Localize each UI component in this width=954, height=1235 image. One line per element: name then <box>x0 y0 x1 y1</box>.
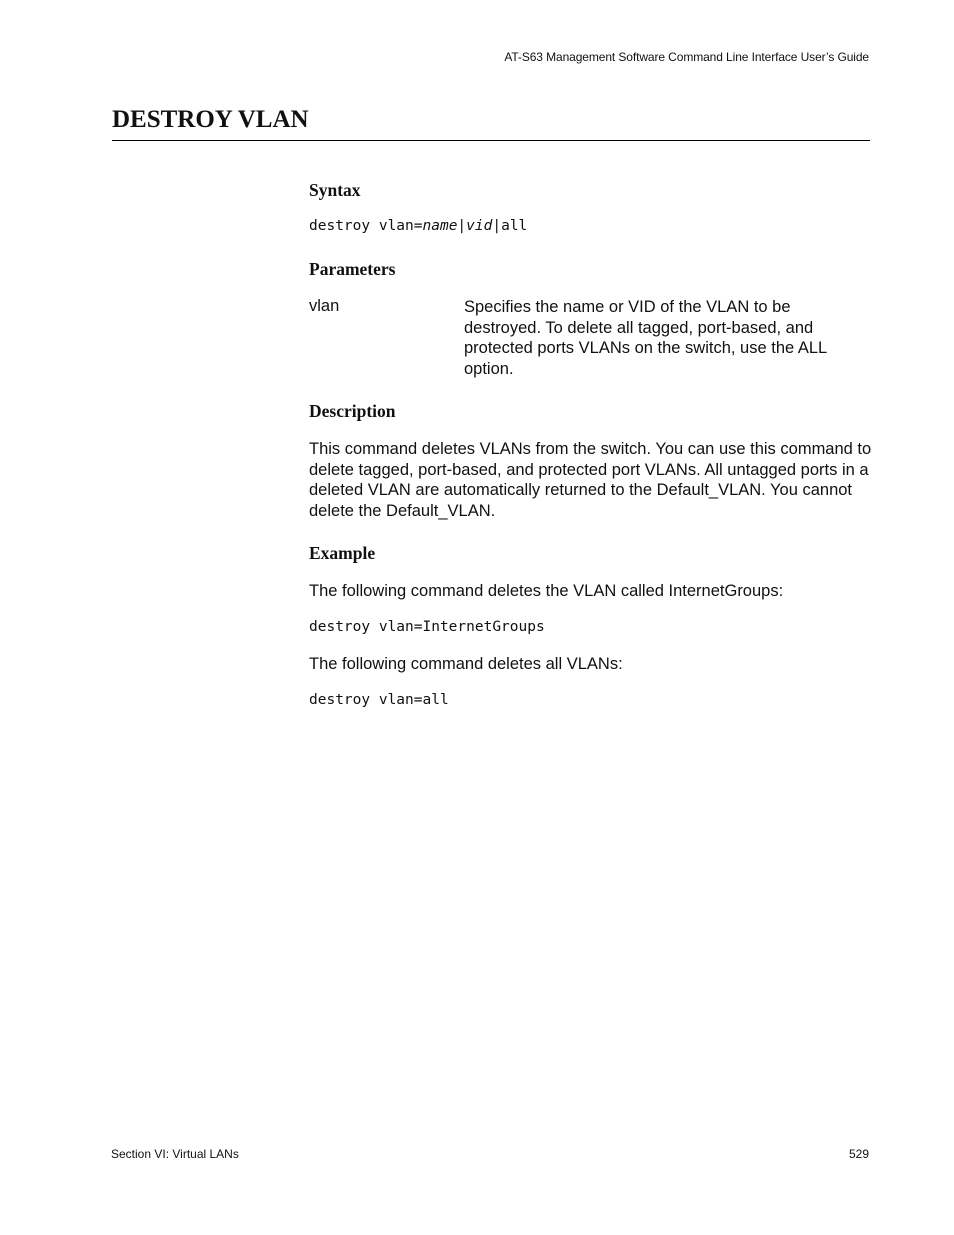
parameter-description: Specifies the name or VID of the VLAN to be destroyed. To delete all tagged, port-based, and protected ports VLANs on the switch, use the ALL option. <box>464 298 827 378</box>
running-header: AT-S63 Management Software Command Line Interface User’s Guide <box>504 50 869 64</box>
example-intro-2: The following command deletes all VLANs: <box>309 655 623 673</box>
description-text: This command deletes VLANs from the switch. You can use this command to delete tagged, port-based, and protected port VLANs. All untagged ports in a deleted VLAN are automatically returned to the Default_VLAN. You cannot delete the Default_VLAN. <box>309 440 872 520</box>
syntax-arg-name: name <box>422 218 458 234</box>
footer-page-number: 529 <box>848 1147 869 1161</box>
example-code-1: destroy vlan=InternetGroups <box>309 619 545 635</box>
footer-section: Section VI: Virtual LANs <box>111 1147 239 1161</box>
page-title: DESTROY VLAN <box>112 106 309 133</box>
parameter-name: vlan <box>309 297 340 315</box>
syntax-code <box>309 218 874 234</box>
title-rule <box>112 140 870 141</box>
parameters-heading: Parameters <box>309 259 396 279</box>
example-code-2: destroy vlan=all <box>309 692 449 708</box>
description-heading: Description <box>309 401 396 421</box>
syntax-separator: | <box>492 218 502 234</box>
example-heading: Example <box>309 543 376 563</box>
example-intro-1: The following command deletes the VLAN called InternetGroups: <box>309 582 784 600</box>
syntax-arg-all: all <box>501 218 528 234</box>
syntax-heading: Syntax <box>309 180 361 200</box>
syntax-arg-vid: vid <box>466 218 493 234</box>
syntax-separator: | <box>457 218 467 234</box>
syntax-prefix: destroy vlan= <box>309 218 423 234</box>
